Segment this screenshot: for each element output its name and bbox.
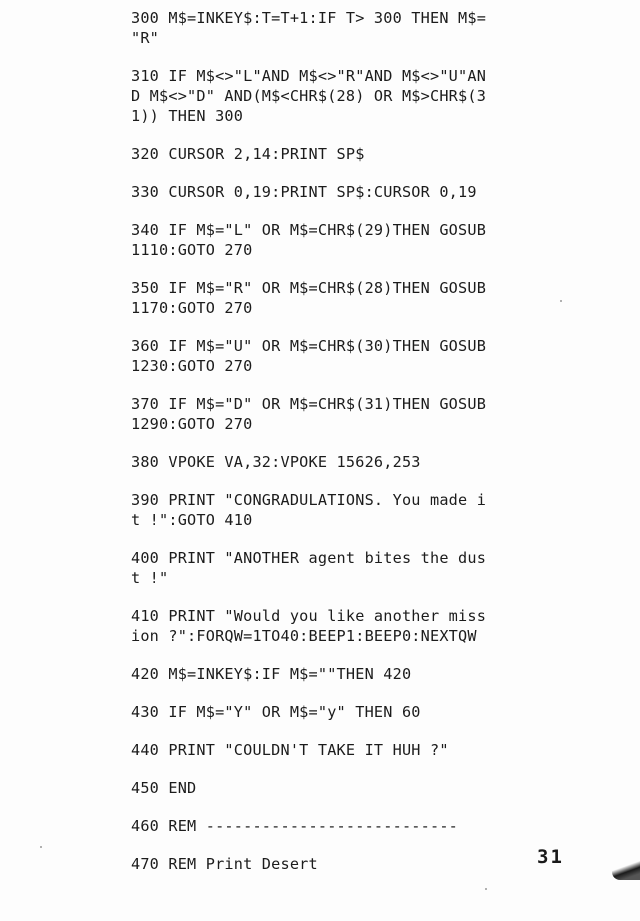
program-statement [131,816,576,836]
program-line: 1)) THEN 300 [131,107,244,125]
program-line: 330 CURSOR 0,19:PRINT SP$:CURSOR 0,19 [131,183,477,201]
program-statement [131,740,576,760]
program-line: 1110:GOTO 270 [131,241,253,259]
program-statement [131,490,576,530]
program-line: ion ?":FORQW=1TO40:BEEP1:BEEP0:NEXTQW [131,627,477,645]
program-statement [131,548,576,588]
line-gap [131,472,576,490]
program-statement [131,182,576,202]
program-line: 470 REM Print Desert [131,855,318,873]
basic-program-listing [131,8,576,874]
line-gap [131,798,576,816]
program-line: 350 IF M$="R" OR M$=CHR$(28)THEN GOSUB [131,279,487,297]
line-gap [131,318,576,336]
program-line: 440 PRINT "COULDN'T TAKE IT HUH ?" [131,741,449,759]
program-line: 380 VPOKE VA,32:VPOKE 15626,253 [131,453,421,471]
line-gap [131,434,576,452]
scan-speck [560,300,562,302]
program-line: 400 PRINT "ANOTHER agent bites the dus [131,549,487,567]
program-statement [131,778,576,798]
program-line: 390 PRINT "CONGRADULATIONS. You made i [131,491,487,509]
line-gap [131,376,576,394]
program-line: 300 M$=INKEY$:T=T+1:IF T> 300 THEN M$= [131,9,487,27]
program-statement [131,278,576,318]
program-statement [131,664,576,684]
program-statement [131,144,576,164]
program-line: 1170:GOTO 270 [131,299,253,317]
program-statement [131,702,576,722]
program-line: 420 M$=INKEY$:IF M$=""THEN 420 [131,665,412,683]
program-statement [131,336,576,376]
program-line: 320 CURSOR 2,14:PRINT SP$ [131,145,365,163]
program-statement [131,854,576,874]
scan-smudge [612,858,640,880]
line-gap [131,126,576,144]
program-line: 410 PRINT "Would you like another miss [131,607,487,625]
line-gap [131,202,576,220]
line-gap [131,588,576,606]
line-gap [131,836,576,854]
program-line: 460 REM --------------------------- [131,817,459,835]
program-line: 370 IF M$="D" OR M$=CHR$(31)THEN GOSUB [131,395,487,413]
program-line: "R" [131,29,160,47]
program-statement [131,220,576,260]
line-gap [131,164,576,182]
program-line: t !":GOTO 410 [131,511,253,529]
program-statement [131,66,576,126]
line-gap [131,530,576,548]
program-line: 430 IF M$="Y" OR M$="y" THEN 60 [131,703,421,721]
program-statement [131,394,576,434]
line-gap [131,760,576,778]
program-statement [131,452,576,472]
program-line: D M$<>"D" AND(M$<CHR$(28) OR M$>CHR$(3 [131,87,487,105]
program-line: 360 IF M$="U" OR M$=CHR$(30)THEN GOSUB [131,337,487,355]
program-line: 1290:GOTO 270 [131,415,253,433]
program-line: 340 IF M$="L" OR M$=CHR$(29)THEN GOSUB [131,221,487,239]
program-statement [131,606,576,646]
program-line: 450 END [131,779,197,797]
program-line: t !" [131,569,169,587]
scan-speck [40,846,42,848]
program-line: 1230:GOTO 270 [131,357,253,375]
program-line: 310 IF M$<>"L"AND M$<>"R"AND M$<>"U"AN [131,67,487,85]
line-gap [131,646,576,664]
line-gap [131,48,576,66]
scan-speck [485,888,487,890]
program-statement [131,8,576,48]
line-gap [131,684,576,702]
line-gap [131,722,576,740]
line-gap [131,260,576,278]
page-number: 31 [537,846,564,868]
